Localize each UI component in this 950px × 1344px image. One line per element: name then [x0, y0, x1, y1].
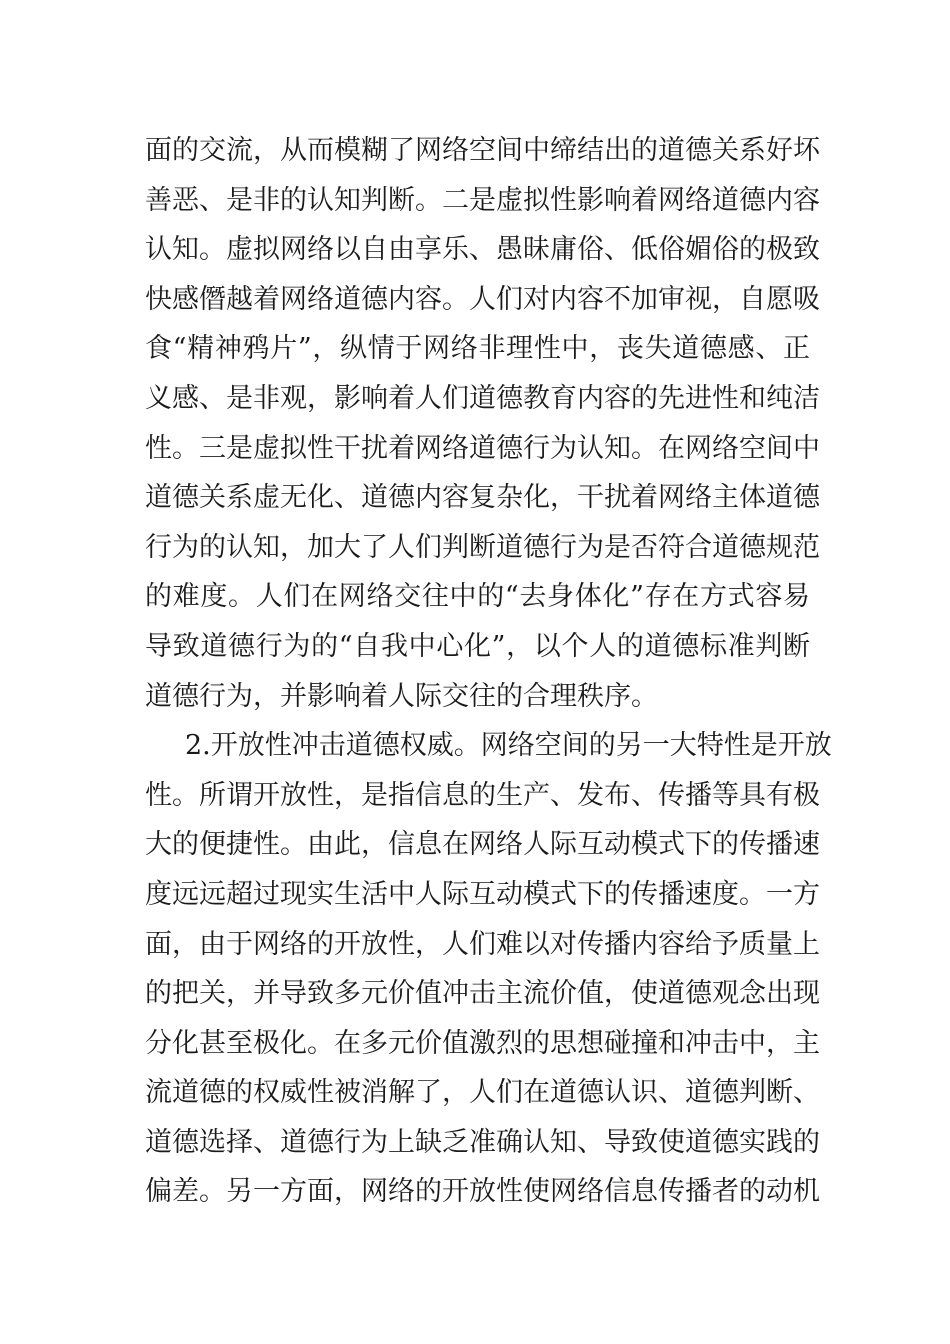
text-line: 分化甚至极化。在多元价值激烈的思想碰撞和冲击中，主 [145, 1027, 820, 1059]
text-line: 善恶、是非的认知判断。二是虚拟性影响着网络道德内容 [145, 184, 820, 216]
text-line: 度远远超过现实生活中人际互动模式下的传播速度。一方 [145, 878, 820, 910]
text-line: 的难度。人们在网络交往中的“去身体化”存在方式容易 [145, 581, 810, 613]
text-line: 认知。虚拟网络以自由享乐、愚昧庸俗、低俗媚俗的极致 [145, 234, 820, 266]
text-line: 偏差。另一方面，网络的开放性使网络信息传播者的动机 [145, 1176, 820, 1208]
text-line: 行为的认知，加大了人们判断道德行为是否符合道德规范 [145, 531, 820, 563]
text-line: 道德选择、道德行为上缺乏准确认知、导致使道德实践的 [145, 1126, 820, 1158]
text-line: 大的便捷性。由此，信息在网络人际互动模式下的传播速 [145, 829, 820, 861]
text-line: 导致道德行为的“自我中心化”，以个人的道德标准判断 [145, 630, 810, 662]
text-line: 性。所谓开放性，是指信息的生产、发布、传播等具有极 [145, 779, 820, 811]
paragraph-2 [145, 721, 832, 1217]
text-line: 义感、是非观，影响着人们道德教育内容的先进性和纯洁 [145, 382, 820, 414]
body-text [145, 126, 832, 1217]
text-line: 2.开放性冲击道德权威。网络空间的另一大特性是开放 [185, 730, 832, 762]
text-line: 食“精神鸦片”，纵情于网络非理性中，丧失道德感、正 [145, 333, 810, 365]
text-line: 快感僭越着网络道德内容。人们对内容不加审视，自愿吸 [145, 283, 820, 315]
paragraph-1 [145, 126, 820, 721]
text-line: 的把关，并导致多元价值冲击主流价值，使道德观念出现 [145, 978, 820, 1010]
text-line: 面，由于网络的开放性，人们难以对传播内容给予质量上 [145, 928, 820, 960]
text-line: 面的交流，从而模糊了网络空间中缔结出的道德关系好坏 [145, 135, 820, 166]
text-line: 道德关系虚无化、道德内容复杂化，干扰着网络主体道德 [145, 482, 820, 514]
text-line: 流道德的权威性被消解了，人们在道德认识、道德判断、 [145, 1077, 820, 1109]
text-line: 道德行为，并影响着人际交往的合理秩序。 [145, 680, 658, 712]
text-line: 性。三是虚拟性干扰着网络道德行为认知。在网络空间中 [145, 432, 820, 464]
